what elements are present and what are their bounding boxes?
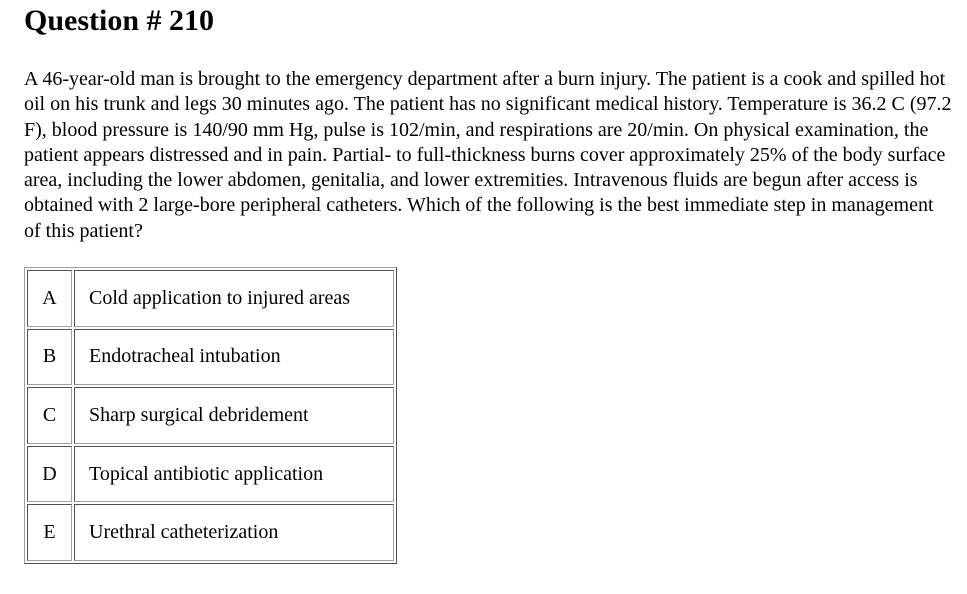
question-stem: A 46-year-old man is brought to the emergency department after a burn injury. The patient is a cook and spilled hot oil on his trunk and legs 30 minutes ago. The patient has no significant medical history. Temperature is 36.2 C (97.2 F), blood pressure is 140/90 mm Hg, pulse is 102/min, and respirations are 20/min. On physical examination, the patient appears distressed and in pain. Partial- to full-thickness burns cover approximately 25% of the body surface area, including the lower abdomen, genitalia, and lower extremities. Intravenous fluids are begun after access is obtained with 2 large-bore peripheral catheters. Which of the following is the best immediate step in management of this patient? bbox=[24, 68, 952, 242]
answer-option-e[interactable] bbox=[27, 504, 394, 561]
option-letter: C bbox=[27, 387, 72, 444]
option-text: Urethral catheterization bbox=[74, 504, 394, 561]
answer-option-a[interactable] bbox=[27, 270, 394, 327]
option-text: Endotracheal intubation bbox=[74, 329, 394, 386]
page-title: Question # 210 bbox=[24, 4, 215, 37]
option-text: Sharp surgical debridement bbox=[74, 387, 394, 444]
option-letter: E bbox=[27, 504, 72, 561]
option-letter: D bbox=[27, 446, 72, 503]
option-text: Cold application to injured areas bbox=[74, 270, 394, 327]
answer-option-c[interactable] bbox=[27, 387, 394, 444]
answer-options-table bbox=[24, 267, 397, 564]
option-text: Topical antibiotic application bbox=[74, 446, 394, 503]
answer-option-d[interactable] bbox=[27, 446, 394, 503]
answer-option-b[interactable] bbox=[27, 329, 394, 386]
option-letter: A bbox=[27, 270, 72, 327]
option-letter: B bbox=[27, 329, 72, 386]
